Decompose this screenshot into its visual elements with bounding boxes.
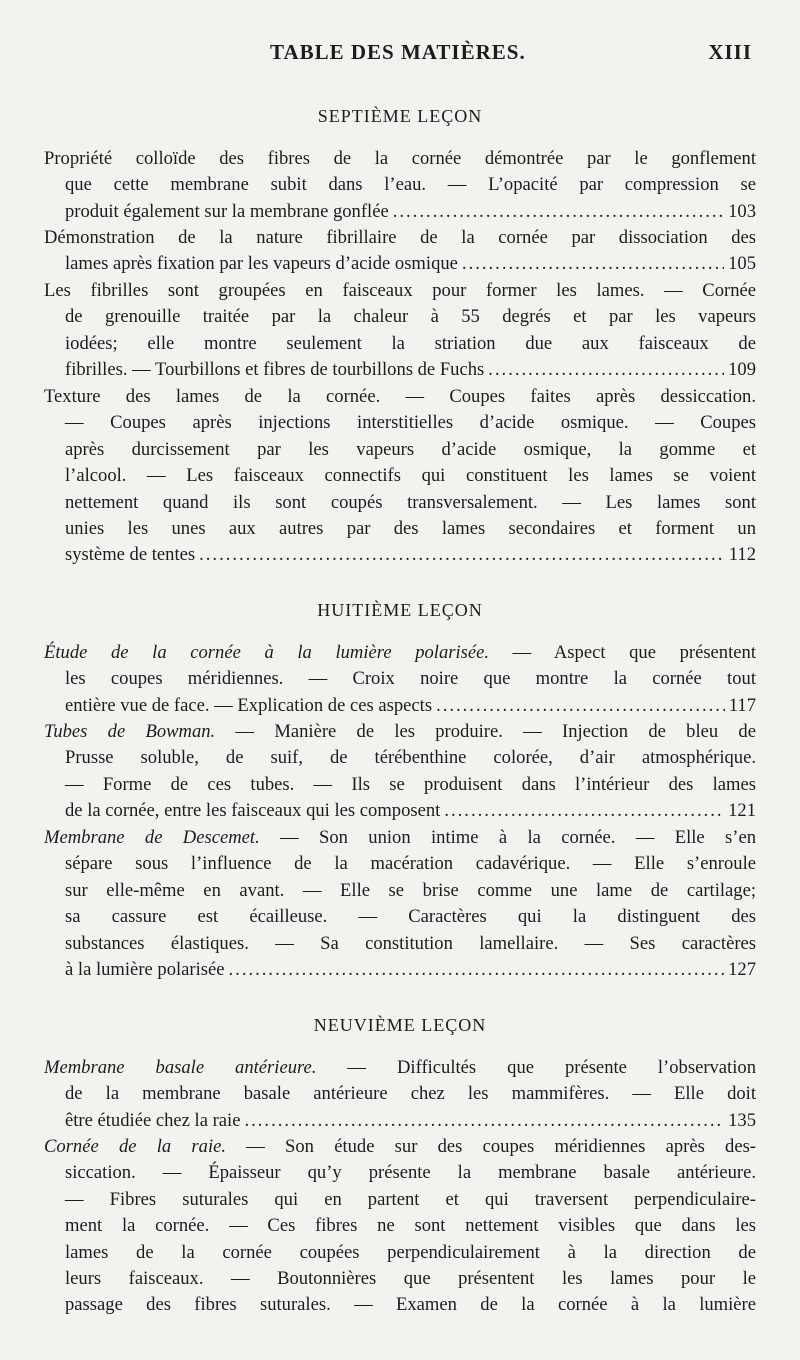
entry-text: — Son étude sur des coupes méridiennes après des- — [226, 1136, 756, 1157]
entry-last-line — [44, 357, 756, 383]
toc-entry — [44, 146, 756, 225]
entry-line: Propriété colloïde des fibres de la cornée démontrée par le gonflement — [44, 148, 756, 169]
toc-entry — [44, 1055, 756, 1134]
leader-dots — [393, 199, 724, 225]
running-head — [0, 40, 800, 74]
entry-line: ment la cornée. — Ces fibres ne sont nettement visibles que dans les — [65, 1215, 756, 1237]
toc-entry — [44, 825, 756, 983]
section-title-7: SEPTIÈME LEÇON — [317, 106, 483, 126]
entry-line: — Fibres suturales qui en partent et qui traversent perpendiculaire- — [65, 1188, 756, 1210]
toc-entry — [44, 225, 756, 278]
entry-line: l’alcool. — Les faisceaux connectifs qui constituent les lames se voient — [65, 465, 756, 487]
entry-last-line — [44, 542, 756, 568]
leader-dots — [444, 798, 724, 824]
entry-line: que cette membrane subit dans l’eau. — L’opacité par compression se — [65, 174, 756, 196]
entry-line: sépare sous l’influence de la macération cadavérique. — Elle s’enroule — [65, 853, 756, 875]
entry-text: système de tentes — [65, 544, 196, 566]
entry-lead-italic: Étude de la cornée à la lumière polarisée. — [44, 642, 490, 663]
entry-line: leurs faisceaux. — Boutonnières que présentent les lames pour le — [65, 1267, 756, 1289]
entry-line: sur elle-même en avant. — Elle se brise comme une lame de cartilage; — [65, 879, 756, 901]
entry-line: — Forme de ces tubes. — Ils se produisent dans l’intérieur des lames — [65, 773, 756, 795]
entry-line: après durcissement par les vapeurs d’acide osmique, la gomme et — [65, 438, 756, 460]
entry-text: — Aspect que présentent — [489, 642, 756, 663]
toc-entry — [44, 278, 756, 384]
entry-line: passage des fibres suturales. — Examen de la cornée à la lumière — [65, 1294, 756, 1316]
entry-line: iodées; elle montre seulement la striation due aux faisceaux de — [65, 332, 756, 354]
running-title: TABLE DES MATIÈRES. — [270, 40, 526, 64]
entry-line — [44, 1134, 756, 1160]
entry-text: lames après fixation par les vapeurs d’acide osmique — [65, 253, 458, 275]
entry-line — [44, 640, 756, 666]
entry-line — [44, 825, 756, 851]
entry-last-line — [44, 251, 756, 277]
entry-line: — Coupes après injections interstitielles d’acide osmique. — Coupes — [65, 412, 756, 434]
entry-lead-italic: Membrane basale antérieure. — [44, 1057, 317, 1078]
entry-lead-italic: Tubes de Bowman. — [44, 721, 216, 742]
leader-dots — [199, 542, 725, 568]
toc-entry — [44, 384, 756, 569]
entry-line: Prusse soluble, de suif, de térébenthine colorée, d’air atmosphérique. — [65, 747, 756, 769]
entry-page: 127 — [728, 958, 756, 980]
entry-text: de la cornée, entre les faisceaux qui les composent — [65, 800, 441, 822]
entry-text: à la lumière polarisée — [65, 958, 225, 980]
section-title-8: HUITIÈME LEÇON — [317, 600, 483, 620]
entry-text: fibrilles. — Tourbillons et fibres de tourbillons de Fuchs — [65, 359, 485, 381]
entry-line: lames de la cornée coupées perpendiculairement à la direction de — [65, 1241, 756, 1263]
entry-page: 109 — [728, 359, 756, 381]
entry-line — [44, 719, 756, 745]
entry-text: entière vue de face. — Explication de ces aspects — [65, 694, 433, 716]
entry-line: Démonstration de la nature fibrillaire de la cornée par dissociation des — [44, 227, 756, 248]
entry-last-line — [44, 798, 756, 824]
leader-dots — [488, 357, 724, 383]
toc-entry — [44, 640, 756, 719]
entry-line: de grenouille traitée par la chaleur à 55 degrés et par les vapeurs — [65, 306, 756, 328]
leader-dots — [229, 957, 725, 983]
entry-page: 117 — [728, 694, 756, 716]
section-title-9: NEUVIÈME LEÇON — [313, 1015, 487, 1035]
page-number: XIII — [708, 40, 752, 64]
entry-line: nettement quand ils sont coupés transversalement. — Les lames sont — [65, 491, 756, 513]
entry-line: les coupes méridiennes. — Croix noire que montre la cornée tout — [65, 668, 756, 690]
toc-entry — [44, 719, 756, 825]
entry-text: — Manière de les produire. — Injection de bleu de — [215, 721, 756, 742]
entry-line: sa cassure est écailleuse. — Caractères qui la distinguent des — [65, 906, 756, 928]
entry-line: unies les unes aux autres par des lames secondaires et forment un — [65, 517, 756, 539]
entry-last-line — [44, 1108, 756, 1134]
entry-text: — Difficultés que présente l’observation — [316, 1057, 756, 1078]
entry-page: 121 — [728, 800, 756, 822]
entry-text: — Son union intime à la cornée. — Elle s’en — [259, 827, 756, 848]
leader-dots — [462, 251, 724, 277]
leader-dots — [244, 1108, 724, 1134]
entry-last-line — [44, 957, 756, 983]
entry-line: Les fibrilles sont groupées en faisceaux pour former les lames. — Cornée — [44, 280, 756, 301]
entry-page: 112 — [728, 544, 756, 566]
entry-line: Texture des lames de la cornée. — Coupes faites après dessiccation. — [44, 386, 756, 407]
entry-page: 135 — [728, 1109, 756, 1131]
entry-last-line — [44, 199, 756, 225]
entry-text: être étudiée chez la raie — [65, 1109, 241, 1131]
entry-lead-italic: Membrane de Descemet. — [44, 827, 260, 848]
entry-page: 103 — [728, 200, 756, 222]
entry-line: siccation. — Épaisseur qu’y présente la membrane basale antérieure. — [65, 1162, 756, 1184]
entry-line: substances élastiques. — Sa constitution lamellaire. — Ses caractères — [65, 932, 756, 954]
entry-lead-italic: Cornée de la raie. — [44, 1136, 227, 1157]
entry-line — [44, 1055, 756, 1081]
entry-text: produit également sur la membrane gonflée — [65, 200, 389, 222]
leader-dots — [436, 693, 725, 719]
entry-line: de la membrane basale antérieure chez les mammifères. — Elle doit — [65, 1083, 756, 1105]
entry-page: 105 — [728, 253, 756, 275]
toc-entry — [44, 1134, 756, 1319]
entry-last-line — [44, 693, 756, 719]
